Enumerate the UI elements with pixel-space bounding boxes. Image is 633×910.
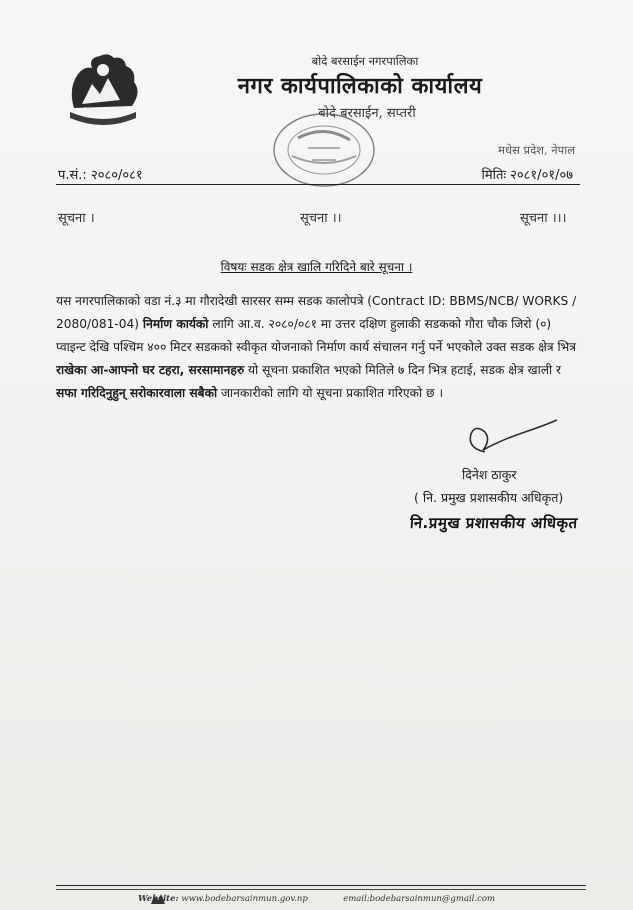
body-l4a: राखेका आ-आफ्नो घर टहरा, सरसामानहरु xyxy=(56,363,245,377)
signature-icon xyxy=(445,418,565,464)
header-divider xyxy=(56,184,580,185)
notice-label-2: सूचना ।। xyxy=(300,211,342,226)
office-title: नगर कार्यपालिकाको कार्यालय xyxy=(237,73,483,99)
footer-contact xyxy=(0,894,633,904)
body-line-4 xyxy=(56,359,588,382)
notice-label-3: सूचना ।।। xyxy=(520,211,567,226)
subject-text: विषयः सडक क्षेत्र खालि गरिदिने बारे सूचना । xyxy=(220,260,413,274)
signatory-title: ( नि. प्रमुख प्रशासकीय अधिकृत) xyxy=(414,490,564,505)
website-link[interactable]: www.bodebarsainmun.gov.np xyxy=(181,894,308,904)
email-link[interactable]: email:bodebarsainmun@gmail.com xyxy=(343,894,496,904)
notice-label-1: सूचना । xyxy=(58,211,95,226)
signatory-stamp: नि.प्रमुख प्रशासकीय अधिकृत xyxy=(409,514,579,532)
body-l3a: प्वाइन्ट देखि पश्चिम ४०० मिटर सडकको स्वीकृत योजनाको निर्माण कार्य संचालन गर्नु पर्ने भएकोले उक्त सडक क्षेत्र भित्र xyxy=(56,340,576,354)
body-l2b: निर्माण कार्यको xyxy=(142,317,209,331)
municipality-name: बोदे बरसाईन नगरपालिका xyxy=(311,54,419,68)
body-l1a: यस नगरपालिकाको वडा नं.३ मा गौरादेखी सारसर सम्म सडक कालोपत्रे (Contract ID: BBMS/NCB/ WORKS / xyxy=(56,294,577,308)
body-l2c: लागि आ.व. २०८०/०८१ मा उत्तर दक्षिण हुलाकी सडकको गौरा चौक जिरो (०) xyxy=(208,317,552,331)
body-l2a: 2080/081-04) xyxy=(56,317,143,331)
issue-date: मितिः २०८१/०१/०७ xyxy=(481,168,573,183)
footer-divider-bottom xyxy=(56,889,586,890)
footer-divider-top xyxy=(56,885,586,886)
website-label: Website: xyxy=(137,894,179,904)
body-l5b: जानकारीको लागि यो सूचना प्रकाशित गरिएको छ । xyxy=(217,386,444,400)
reference-number: प.सं.: २०८०/०८१ xyxy=(58,168,143,183)
office-location: बोदे बरसाईन, सप्तरी xyxy=(318,106,416,121)
signatory-name: दिनेश ठाकुर xyxy=(462,467,517,482)
province-line: मधेस प्रदेश, नेपाल xyxy=(498,143,575,157)
nepal-emblem-icon xyxy=(62,48,144,126)
subject-line xyxy=(0,258,633,275)
body-l4b: यो सूचना प्रकाशित भएको मितिले ७ दिन भित्र हटाई, सडक क्षेत्र खाली र xyxy=(244,363,561,377)
office-seal-icon xyxy=(268,110,380,194)
body-line-3 xyxy=(56,336,588,359)
notice-body xyxy=(56,290,588,405)
body-l5a: सफा गरिदिनुहुन् सरोकारवाला सबैको xyxy=(56,386,218,400)
body-line-5 xyxy=(56,382,588,405)
body-line-1 xyxy=(56,290,588,313)
body-line-2 xyxy=(56,313,588,336)
